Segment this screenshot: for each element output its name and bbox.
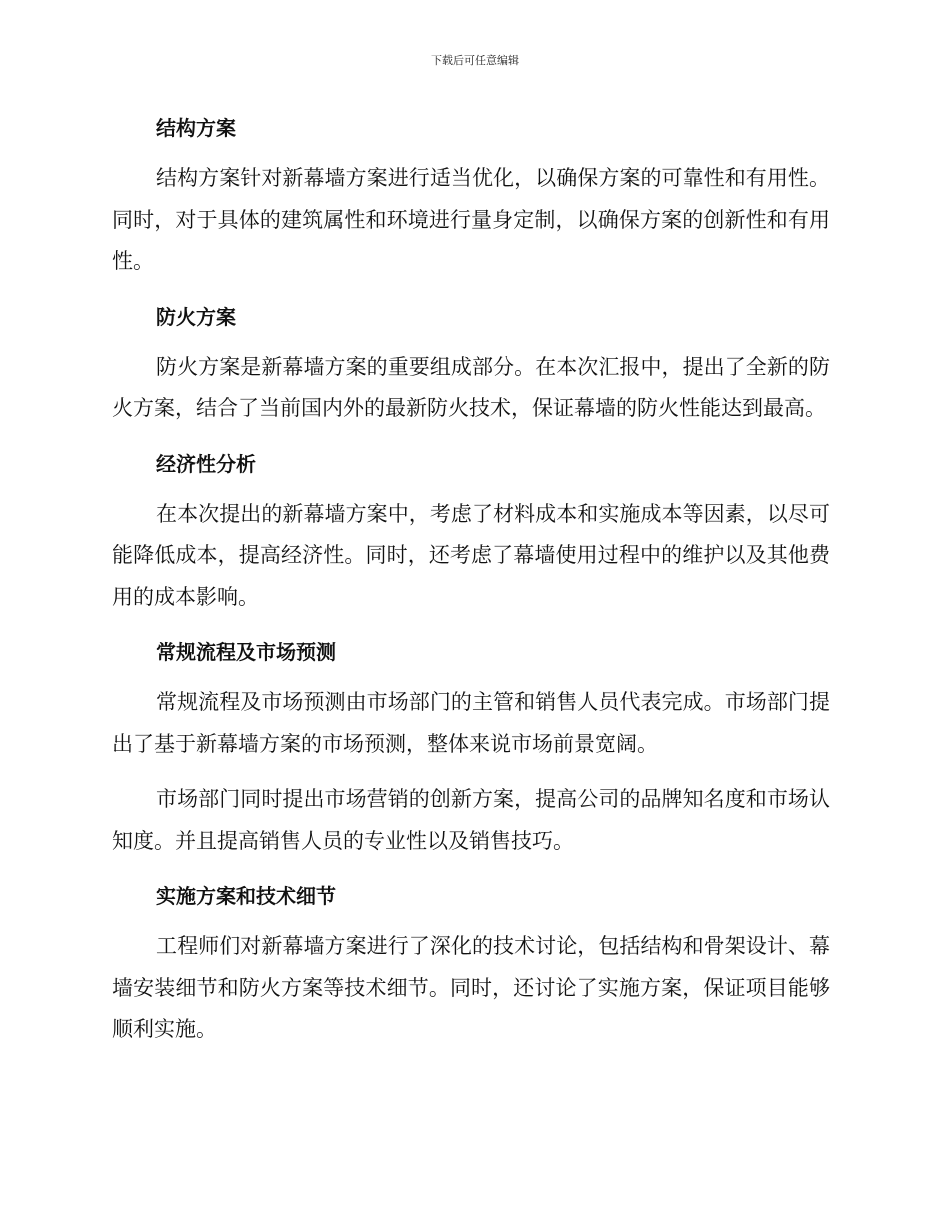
document-body [112,108,830,1051]
paragraph-implementation: 工程师们对新幕墙方案进行了深化的技术讨论，包括结构和骨架设计、幕墙安装细节和防火方案等技术细节。同时，还讨论了实施方案，保证项目能够顺利实施。 [112,934,830,1041]
paragraph-market-forecast: 常规流程及市场预测由市场部门的主管和销售人员代表完成。市场部门提出了基于新幕墙方案的市场预测，整体来说市场前景宽阔。 [112,690,830,756]
paragraph-economics: 在本次提出的新幕墙方案中，考虑了材料成本和实施成本等因素，以尽可能降低成本，提高经济性。同时，还考虑了幕墙使用过程中的维护以及其他费用的成本影响。 [112,501,830,609]
section-heading-fire-protection: 防火方案 [156,304,236,329]
paragraph-fire-protection: 防火方案是新幕墙方案的重要组成部分。在本次汇报中，提出了全新的防火方案，结合了当前国内外的最新防火技术，保证幕墙的防火性能达到最高。 [112,354,830,420]
section-heading-market-forecast: 常规流程及市场预测 [156,640,336,664]
page-header-note: 下载后可任意编辑 [431,54,519,67]
section-heading-implementation: 实施方案和技术细节 [156,884,336,908]
section-heading-economics: 经济性分析 [156,451,256,476]
paragraph-structure: 结构方案针对新幕墙方案进行适当优化，以确保方案的可靠性和有用性。同时，对于具体的建筑属性和环境进行量身定制，以确保方案的创新性和有用性。 [112,166,830,273]
section-heading-structure: 结构方案 [156,116,236,140]
paragraph-market-marketing: 市场部门同时提出市场营销的创新方案，提高公司的品牌知名度和市场认知度。并且提高销售人员的专业性以及销售技巧。 [112,787,830,853]
